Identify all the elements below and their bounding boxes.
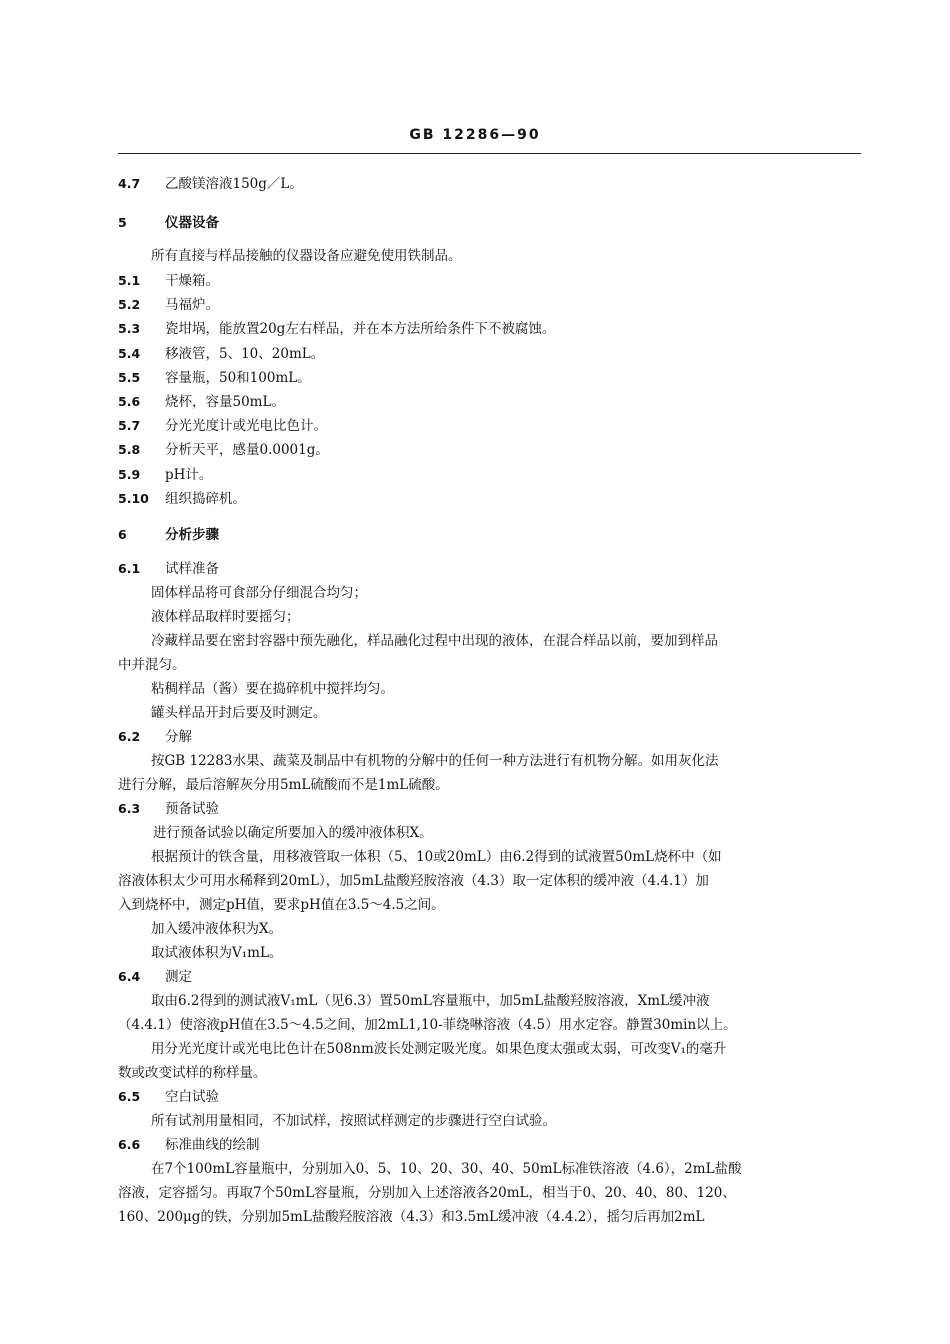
clause-text: 分析天平，感量0.0001g。 <box>165 442 329 458</box>
paragraph-line: 冷藏样品要在密封容器中预先融化，样品融化过程中出现的液体，在混合样品以前，要加到样品 <box>151 633 718 649</box>
paragraph-line: 进行预备试验以确定所要加入的缓冲液体积X。 <box>153 825 433 841</box>
paragraph-line: 取由6.2得到的测试液V₁mL（见6.3）置50mL容量瓶中，加5mL盐酸羟胺溶液，XmL缓冲液 <box>151 993 710 1009</box>
clause-number: 5.2 <box>118 297 141 312</box>
clause-number: 5.7 <box>118 418 141 433</box>
paragraph-line: 所有直接与样品接触的仪器设备应避免使用铁制品。 <box>151 248 462 264</box>
clause-title: 测定 <box>165 969 192 985</box>
clause-number: 5.8 <box>118 442 141 457</box>
section-number: 5 <box>118 215 127 230</box>
section-title: 仪器设备 <box>165 215 219 231</box>
clause-text: 瓷坩埚，能放置20g左右样品，并在本方法所给条件下不被腐蚀。 <box>165 321 556 337</box>
clause-text: 移液管，5、10、20mL。 <box>165 346 325 362</box>
paragraph-line: 溶液，定容摇匀。再取7个50mL容量瓶，分别加入上述溶液各20mL，相当于0、20、40、80、120、 <box>118 1185 736 1201</box>
clause-text: 容量瓶，50和100mL。 <box>165 370 311 386</box>
clause-text: 烧杯，容量50mL。 <box>165 394 285 410</box>
clause-number: 6.1 <box>118 561 141 576</box>
paragraph-line: 按GB 12283水果、蔬菜及制品中有机物的分解中的任何一种方法进行有机物分解。如用灰化法 <box>151 753 719 769</box>
paragraph-line: 中并混匀。 <box>118 657 186 673</box>
clause-number: 5.1 <box>118 273 141 288</box>
header-rule <box>118 153 861 154</box>
clause-number: 6.2 <box>118 729 141 744</box>
standard-code-header: GB 12286—90 <box>409 127 541 143</box>
clause-title: 空白试验 <box>165 1089 219 1105</box>
paragraph-line: 数或改变试样的称样量。 <box>118 1065 267 1081</box>
paragraph-line: 进行分解，最后溶解灰分用5mL硫酸而不是1mL硫酸。 <box>118 777 449 793</box>
clause-number: 5.3 <box>118 321 141 336</box>
clause-number: 6.4 <box>118 969 141 984</box>
paragraph-line: （4.4.1）使溶液pH值在3.5～4.5之间，加2mL1,10-菲绕啉溶液（4.5）用水定容。静置30min以上。 <box>118 1017 737 1033</box>
clause-number: 5.9 <box>118 467 141 482</box>
clause-title: 试样准备 <box>165 561 219 577</box>
clause-title: 预备试验 <box>165 801 219 817</box>
clause-number: 6.5 <box>118 1089 141 1104</box>
clause-number: 6.3 <box>118 801 141 816</box>
paragraph-line: 液体样品取样时要摇匀； <box>151 609 300 625</box>
paragraph-line: 溶液体积太少可用水稀释到20mL），加5mL盐酸羟胺溶液（4.3）取一定体积的缓冲液（4.4.1）加 <box>118 873 709 889</box>
clause-text: pH计。 <box>165 467 213 483</box>
clause-text: 马福炉。 <box>165 297 219 313</box>
paragraph-line: 在7个100mL容量瓶中，分别加入0、5、10、20、30、40、50mL标准铁溶液（4.6），2mL盐酸 <box>151 1161 742 1177</box>
clause-text: 干燥箱。 <box>165 273 219 289</box>
paragraph-line: 加入缓冲液体积为X。 <box>151 921 283 937</box>
clause-number: 4.7 <box>118 176 141 191</box>
section-title: 分析步骤 <box>165 527 219 543</box>
paragraph-line: 罐头样品开封后要及时测定。 <box>151 705 327 721</box>
clause-number: 5.6 <box>118 394 141 409</box>
paragraph-line: 固体样品将可食部分仔细混合均匀； <box>151 585 367 601</box>
clause-text: 乙酸镁溶液150g／L。 <box>165 176 303 192</box>
paragraph-line: 入到烧杯中，测定pH值，要求pH值在3.5～4.5之间。 <box>118 897 445 913</box>
paragraph-line: 所有试剂用量相同，不加试样，按照试样测定的步骤进行空白试验。 <box>151 1113 556 1129</box>
clause-title: 标准曲线的绘制 <box>165 1137 260 1153</box>
clause-number: 5.10 <box>118 491 149 506</box>
paragraph-line: 取试液体积为V₁mL。 <box>151 945 283 961</box>
section-number: 6 <box>118 527 127 542</box>
paragraph-line: 粘稠样品（酱）要在捣碎机中搅拌均匀。 <box>151 681 394 697</box>
clause-text: 组织捣碎机。 <box>165 491 246 507</box>
paragraph-line: 根据预计的铁含量，用移液管取一体积（5、10或20mL）由6.2得到的试液置50mL烧杯中（如 <box>151 849 722 865</box>
clause-number: 5.5 <box>118 370 141 385</box>
clause-number: 5.4 <box>118 346 141 361</box>
clause-title: 分解 <box>165 729 192 745</box>
clause-number: 6.6 <box>118 1137 141 1152</box>
paragraph-line: 160、200μg的铁，分别加5mL盐酸羟胺溶液（4.3）和3.5mL缓冲液（4.4.2），摇匀后再加2mL <box>118 1209 705 1225</box>
paragraph-line: 用分光光度计或光电比色计在508nm波长处测定吸光度。如果色度太强或太弱，可改变V₁的毫升 <box>151 1041 727 1057</box>
clause-text: 分光光度计或光电比色计。 <box>165 418 327 434</box>
